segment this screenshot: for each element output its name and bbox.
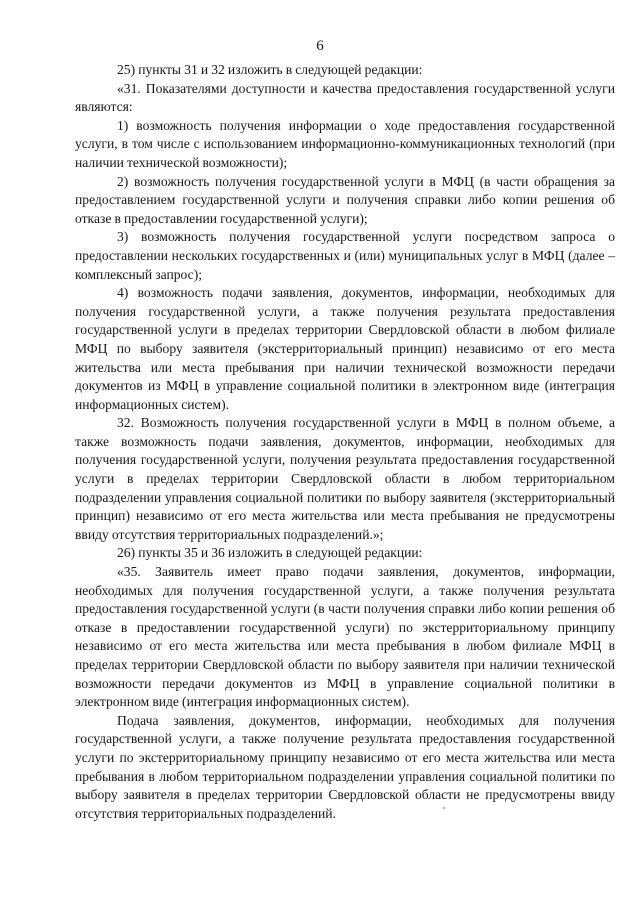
document-body bbox=[75, 61, 615, 823]
paragraph-item-25-intro: 25) пункты 31 и 32 изложить в следующей редакции: bbox=[117, 62, 423, 77]
paragraph-point-35: «35. Заявитель имеет право подачи заявления, документов, информации, необходимых для получения государственной услуги, а также получения результата предоставления государственной услуги (в части получения справки либо копии решения об отказе в предоставлении государственной услуги) по экстерриториальному принципу независимо от его места жительства или места пребывания в любом филиале МФЦ в пределах территории Свердловской области по выбору заявителя при наличии технической возможности передачи документов из МФЦ в управление социальной политики в электронном виде (интеграция информационных систем). bbox=[75, 564, 615, 710]
paragraph-point-35-continuation: Подача заявления, документов, информации, необходимых для получения государственной услуги, а также получение результата предоставления государственной услуги по экстерриториальному принципу независимо от его места жительства или места пребывания в любом территориальном подразделении управления социальной политики по выбору заявителя в пределах территории Свердловской области не предусмотрены ввиду отсутствия территориальных подразделений. bbox=[75, 712, 615, 821]
paragraph-point-31-sub-2: 2) возможность получения государственной услуги в МФЦ (в части обращения за предоставлением государственной услуги и получения справки либо копии решения об отказе в предоставлении государственной услуги); bbox=[75, 173, 615, 226]
page-number: 6 bbox=[316, 38, 324, 54]
paragraph-point-31-sub-1: 1) возможность получения информации о ходе предоставления государственной услуги, в том числе с использованием информационно-коммуникационных технологий (при наличии технической возможности); bbox=[75, 117, 615, 170]
paragraph-point-31-sub-3: 3) возможность получения государственной услуги посредством запроса о предоставлении нескольких государственных и (или) муниципальных услуг в МФЦ (далее – комплексный запрос); bbox=[75, 229, 615, 282]
paragraph-point-31-intro: «31. Показателями доступности и качества предоставления государственной услуги являются: bbox=[75, 80, 615, 115]
paragraph-point-32: 32. Возможность получения государственной услуги в МФЦ в полном объеме, а также возможность подачи заявления, документов, информации, необходимых для получения государственной услуги, получения результата предоставления государственной услуги в пределах территории Свердловской области в любом территориальном подразделении управления социальной политики по выбору заявителя (экстерриториальный принцип) независимо от его места жительства или места пребывания не предусмотрены ввиду отсутствия территориальных подразделений.»; bbox=[75, 415, 615, 542]
scan-speck bbox=[443, 807, 445, 809]
paragraph-point-31-sub-4: 4) возможность подачи заявления, документов, информации, необходимых для получения государственной услуги, а также получения результата предоставления государственной услуги в пределах территории Свердловской области в любом филиале МФЦ по выбору заявителя (экстерриториальный принцип) независимо от его места жительства или места пребывания при наличии технической возможности передачи документов из МФЦ в управление социальной политики в электронном виде (интеграция информационных систем). bbox=[75, 285, 615, 412]
paragraph-item-26-intro: 26) пункты 35 и 36 изложить в следующей редакции: bbox=[117, 545, 423, 561]
